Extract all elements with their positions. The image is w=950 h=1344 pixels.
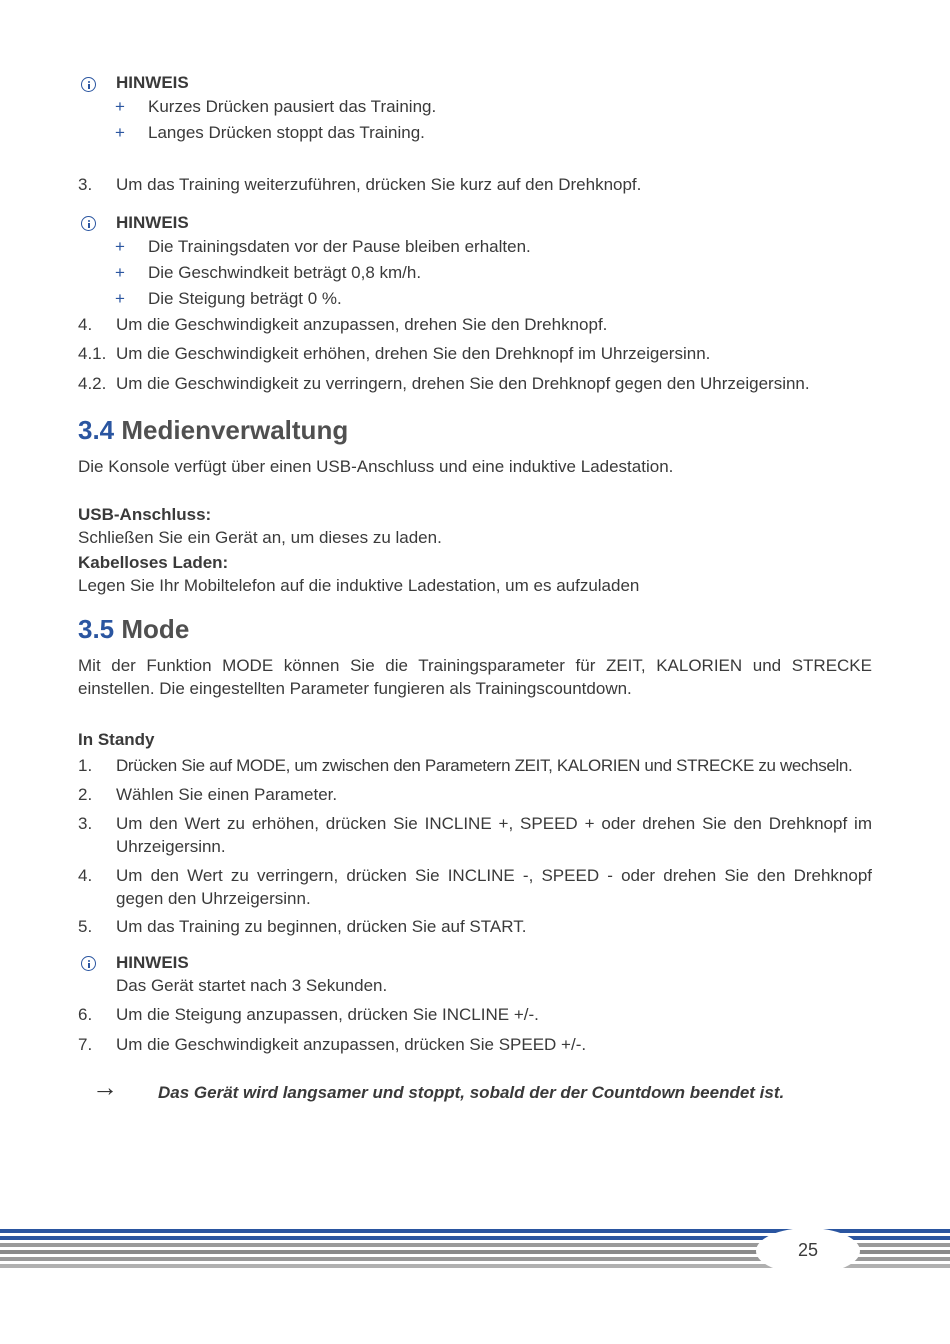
section-title: Mode (121, 614, 190, 644)
step-text: Um den Wert zu erhöhen, drücken Sie INCLINE +, SPEED + oder drehen Sie den Drehknopf im Uhrzeigersinn. (116, 814, 872, 856)
step-text: Um die Geschwindigkeit anzupassen, drücken Sie SPEED +/-. (116, 1035, 587, 1054)
section-title: Medienverwaltung (121, 415, 349, 445)
step-text: Drücken Sie auf MODE, um zwischen den Parametern ZEIT, KALORIEN und STRECKE zu wechseln. (116, 756, 853, 775)
note-text: Das Gerät startet nach 3 Sekunden. (116, 976, 388, 995)
plus-bullet: + (115, 123, 125, 142)
subheading: USB-Anschluss: (78, 505, 212, 524)
section-number: 3.4 (78, 415, 115, 445)
step-number: 2. (78, 785, 93, 804)
step-number: 1. (78, 756, 93, 775)
section-heading (78, 415, 348, 445)
step-number: 4. (78, 866, 93, 885)
list-item: Die Geschwindkeit beträgt 0,8 km/h. (148, 263, 422, 282)
plus-bullet: + (115, 97, 125, 116)
list-item: Die Steigung beträgt 0 %. (148, 289, 342, 308)
plus-bullet: + (115, 289, 125, 308)
list-item: Die Trainingsdaten vor der Pause bleiben erhalten. (148, 237, 531, 256)
step-number: 3. (78, 814, 93, 833)
section-heading (78, 614, 189, 644)
step-text: Um die Steigung anzupassen, drücken Sie INCLINE +/-. (116, 1005, 539, 1024)
step-text: Um den Wert zu verringern, drücken Sie INCLINE -, SPEED - oder drehen Sie den Drehknopf gegen den Uhrzeigersinn. (116, 866, 872, 908)
step-number: 6. (78, 1005, 93, 1024)
step-number: 5. (78, 917, 93, 936)
step-text: Um das Training zu beginnen, drücken Sie auf START. (116, 917, 527, 936)
tip-text: Das Gerät wird langsamer und stoppt, sobald der der Countdown beendet ist. (158, 1083, 785, 1102)
arrow-right-icon: → (92, 1072, 118, 1102)
paragraph: Die Konsole verfügt über einen USB-Anschluss und eine induktive Ladestation. (78, 457, 674, 476)
step-text: Wählen Sie einen Parameter. (116, 785, 338, 804)
step-number: 4.2. (78, 374, 107, 393)
step-number: 7. (78, 1035, 93, 1054)
paragraph: Mit der Funktion MODE können Sie die Trainingsparameter für ZEIT, KALORIEN und STRECKE einstellen. Die eingestellten Parameter fungieren als Trainingscountdown. (78, 656, 872, 698)
section-number: 3.5 (78, 614, 115, 644)
note-title: HINWEIS (116, 213, 189, 232)
page-number: 25 (797, 1240, 819, 1260)
subheading: Kabelloses Laden: (78, 553, 229, 572)
list-item: Langes Drücken stoppt das Training. (148, 123, 425, 142)
info-icon (81, 956, 96, 971)
step-text: Um die Geschwindigkeit zu verringern, drehen Sie den Drehknopf gegen den Uhrzeigersinn. (116, 374, 810, 393)
step-text: Um das Training weiterzuführen, drücken Sie kurz auf den Drehknopf. (116, 175, 642, 194)
step-number: 4.1. (78, 344, 107, 363)
plus-bullet: + (115, 263, 125, 282)
subheading: In Standy (78, 730, 155, 749)
list-item: Kurzes Drücken pausiert das Training. (148, 97, 437, 116)
info-icon (81, 77, 96, 92)
step-text: Um die Geschwindigkeit anzupassen, drehen Sie den Drehknopf. (116, 315, 608, 334)
paragraph: Schließen Sie ein Gerät an, um dieses zu laden. (78, 528, 442, 547)
step-number: 4. (78, 315, 93, 334)
paragraph: Legen Sie Ihr Mobiltelefon auf die induktive Ladestation, um es aufzuladen (78, 576, 640, 595)
step-text: Um die Geschwindigkeit erhöhen, drehen Sie den Drehknopf im Uhrzeigersinn. (116, 344, 711, 363)
info-icon (81, 216, 96, 231)
plus-bullet: + (115, 237, 125, 256)
step-number: 3. (78, 175, 93, 194)
note-title: HINWEIS (116, 73, 189, 92)
note-title: HINWEIS (116, 953, 189, 972)
